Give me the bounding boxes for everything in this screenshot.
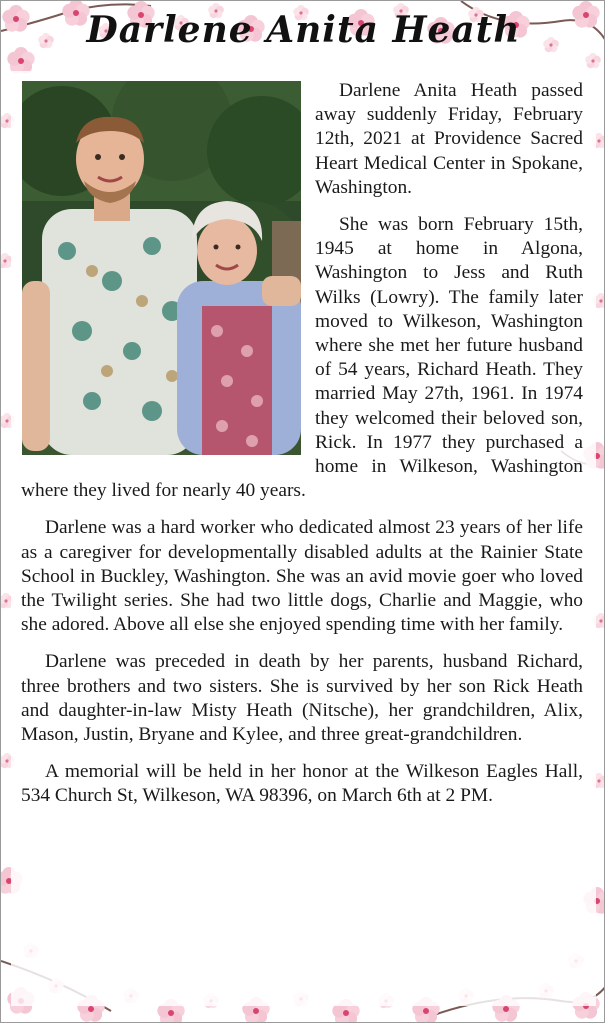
paragraph-memorial: A memorial will be held in her honor at the Wilkeson Eagles Hall, 534 Church St, Wilkeson, WA 98396, on March 6th at 2 PM. (21, 761, 583, 807)
obituary-body (21, 79, 583, 822)
obituary-title: Darlene Anita Heath (86, 9, 521, 51)
paragraph-passing: Darlene Anita Heath passed away suddenly Friday, February 12th, 2021 at Providence Sacred Heart Medical Center in Spokane, Washington. (315, 80, 583, 198)
paragraph-career: Darlene was a hard worker who dedicated almost 23 years of her life as a caregiver for developmentally disabled adults at the Rainier State School in Buckley, Washington. She was an avid movie goer who loved the Twilight series. She had two little dogs, Charlie and Maggie, who she adored. Above all else she enjoyed spending time with her family. (21, 517, 583, 636)
paragraph-family: Darlene was preceded in death by her parents, husband Richard, three brothers and two sisters. She is survived by her son Rick Heath and daughter-in-law Misty Heath (Nitsche), her grandchildren, Alix, Mason, Justin, Bryane and Kylee, and three great-grandchildren. (21, 651, 583, 746)
paragraph-early-life: She was born February 15th, 1945 at home in Algona, Washington to Jess and Ruth Wilks (Lowry). The family later moved to Wilkeson, Washington where she met her future husband of 54 years, Richard Heath. They married May 27th, 1961. In 1974 they welcomed their beloved son, Rick. In 1977 they purchased a home in Wilkeson, Washington where they lived for nearly 40 years. (21, 214, 583, 502)
photo-spacer (21, 79, 315, 465)
